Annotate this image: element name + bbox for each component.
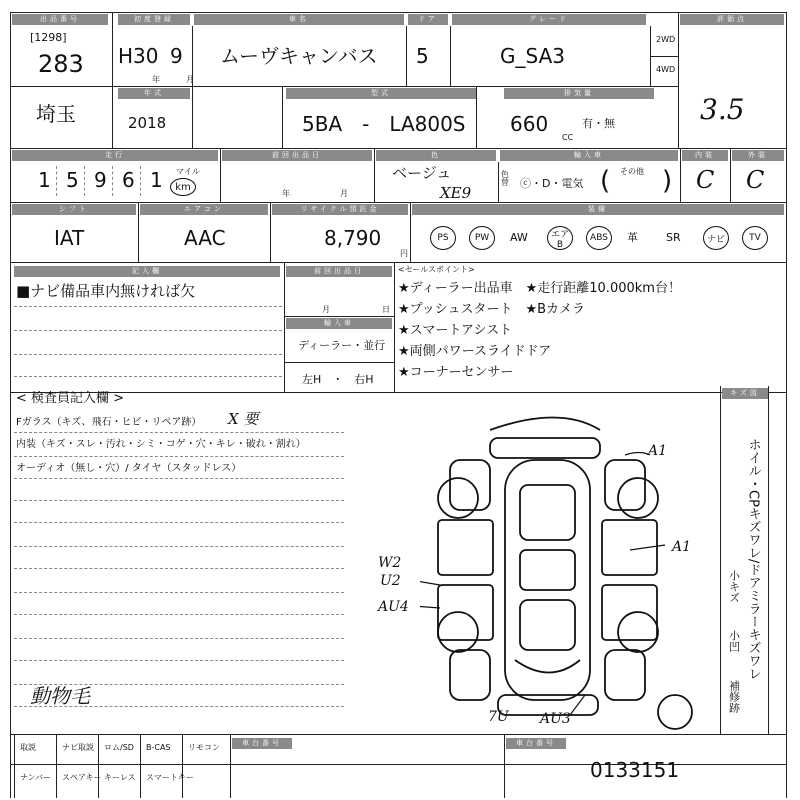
lot-code: [1298] [30, 31, 67, 44]
frame-right [786, 12, 787, 798]
drive-2wd: 2WD [656, 35, 676, 44]
notes-month: 月 [322, 305, 330, 314]
color-code: XE9 [440, 184, 472, 202]
bottom-label: ナンバー [20, 773, 52, 782]
header-prev-date: 前回出品日 [222, 150, 372, 161]
stock-label: 車台番号 [506, 738, 566, 749]
small-note: 小キズ [727, 570, 741, 603]
header-score: 評価点 [680, 14, 784, 25]
frame-top [10, 12, 786, 13]
damage-mark: U2 [380, 573, 401, 589]
header-exterior: 外装 [732, 150, 784, 161]
region: 埼玉 [36, 102, 76, 126]
damage-mark: A1 [648, 443, 668, 459]
equipment-7: ナビ [703, 226, 729, 250]
equipment-6: SR [666, 231, 681, 244]
year-mark: 年 [152, 75, 160, 84]
notes-main: ■ナビ備品車内無ければ欠 [16, 282, 196, 300]
bottom-label: ナビ取説 [62, 743, 94, 752]
car-outline [438, 418, 692, 730]
steering: 左H ・ 右H [302, 373, 374, 386]
small-note: 小凹 [727, 630, 741, 652]
bottom-label: スマートキー [146, 773, 194, 782]
header-color: 色 [376, 150, 496, 161]
year-western: 2018 [128, 114, 167, 132]
header-dealer: 輸入車 [286, 318, 392, 329]
equipment-4: ABS [586, 226, 612, 250]
notes-day: 日 [382, 305, 390, 314]
header-notes: 記入欄 [14, 266, 280, 277]
header-first-reg: 初度登録 [118, 14, 190, 25]
header-doors: ドア [408, 14, 448, 25]
mileage-digit: 1 [38, 168, 51, 192]
model-code: 5BA - LA800S [302, 112, 466, 136]
sales-point: ★両側パワースライドドア [398, 344, 552, 359]
diagram-right-notes: ホイル・CPキズワレ/ドアミラーキズワレ [745, 438, 761, 681]
sales-point: ★スマートアシスト [398, 323, 513, 338]
paint-label: 色替 [500, 170, 510, 186]
diagram-leader-lines [420, 453, 665, 716]
doors-value: 5 [416, 44, 429, 68]
damage-mark: AU4 [378, 599, 409, 615]
header-interior: 内装 [682, 150, 728, 161]
color-name: ベージュ [392, 164, 452, 182]
lot-number: 283 [38, 50, 84, 78]
paint-options: ⓒ・D・電気 [520, 177, 584, 190]
prev-month-mark: 月 [340, 189, 348, 198]
equipment-1: PW [469, 226, 495, 250]
transmission: IAT [54, 226, 85, 250]
bottom-label: ロム/SD [104, 743, 134, 752]
header-diagram: キズ図 [722, 388, 768, 399]
header-mileage: 走行 [12, 150, 218, 161]
frame-left [10, 12, 11, 798]
sales-point: ★プッシュスタート ★Bカメラ [398, 302, 586, 317]
header-model: 型式 [286, 88, 476, 99]
first-reg-era: H30 [118, 44, 159, 68]
mileage-unit-top: マイル [176, 167, 200, 176]
sales-point: ★コーナーセンサー [398, 365, 514, 380]
bottom-label: B-CAS [146, 743, 171, 752]
bottom-label: リモコン [188, 743, 220, 752]
month-mark: 月 [186, 75, 194, 84]
equipment-0: PS [430, 226, 456, 250]
cc-mark: CC [562, 133, 574, 142]
header-prev: 前回出品日 [286, 266, 392, 277]
dealer-label: ディーラー・並行 [298, 339, 386, 352]
inspector-handwritten: 動物毛 [30, 684, 90, 708]
score-value: 3.5 [700, 93, 745, 126]
damage-mark: A1 [672, 539, 692, 555]
inspector-glass: Fガラス（キズ、飛石・ヒビ・リペア跡） [16, 417, 202, 428]
damage-mark: AU3 [540, 711, 571, 727]
mileage-digit: 1 [150, 168, 163, 192]
mileage-digit: 5 [66, 168, 79, 192]
grade-value: G_SA3 [500, 44, 565, 68]
drive-4wd: 4WD [656, 65, 676, 74]
header-grade: グレード [452, 14, 646, 25]
displacement: 660 [510, 112, 549, 136]
header-aircon: エアコン [140, 204, 268, 215]
header-displacement: 排気量 [504, 88, 654, 99]
mileage-digit: 9 [94, 168, 107, 192]
paint-other: その他 [620, 167, 644, 176]
inspector-title: < 検査員記入欄 > [16, 391, 125, 406]
inspector-glass-mark: X 要 [228, 410, 259, 428]
stock-number: 0133151 [590, 758, 680, 782]
aircon: AAC [184, 226, 226, 250]
first-reg-month: 9 [170, 44, 183, 68]
damage-mark: W2 [378, 555, 402, 571]
interior-score: C [696, 166, 715, 194]
car-name: ムーヴキャンバス [220, 44, 378, 68]
header-frame-no: 車台番号 [232, 738, 292, 749]
damage-mark: 7U [488, 709, 509, 725]
mileage-unit: km [170, 178, 196, 196]
bottom-label: 取説 [20, 743, 36, 752]
bottom-label: キーレス [104, 773, 136, 782]
sales-title: <セールスポイント> [398, 265, 475, 274]
equipment-2: AW [510, 231, 528, 244]
equipment-5: 革 [627, 231, 638, 244]
header-equipment: 装備 [412, 204, 784, 215]
header-recycle: リサイクル預託金 [272, 204, 408, 215]
small-note: 補修跡 [727, 680, 741, 713]
header-import: 輸入車 [500, 150, 678, 161]
header-shift: シフト [12, 204, 136, 215]
equipment-8: TV [742, 226, 768, 250]
header-year: 年式 [118, 88, 190, 99]
prev-year-mark: 年 [282, 189, 290, 198]
sales-point: ★ディーラー出品車 ★走行距離10.000km台！ [398, 281, 681, 296]
recycle-amount: 8,790 [324, 226, 382, 250]
turbo: 有・無 [582, 117, 615, 130]
header-lot: 出品番号 [12, 14, 108, 25]
bottom-label: スペアキー [62, 773, 102, 782]
inspector-audio: オーディオ（無し・穴）/ タイヤ（スタッドレス） [16, 463, 242, 474]
mileage-digit: 6 [122, 168, 135, 192]
recycle-unit: 円 [400, 249, 408, 258]
exterior-score: C [746, 166, 765, 194]
equipment-3: エアB [547, 226, 573, 250]
inspector-interior: 内装（キズ・スレ・汚れ・シミ・コゲ・穴・キレ・破れ・割れ） [16, 439, 306, 450]
header-car-name: 車名 [194, 14, 404, 25]
